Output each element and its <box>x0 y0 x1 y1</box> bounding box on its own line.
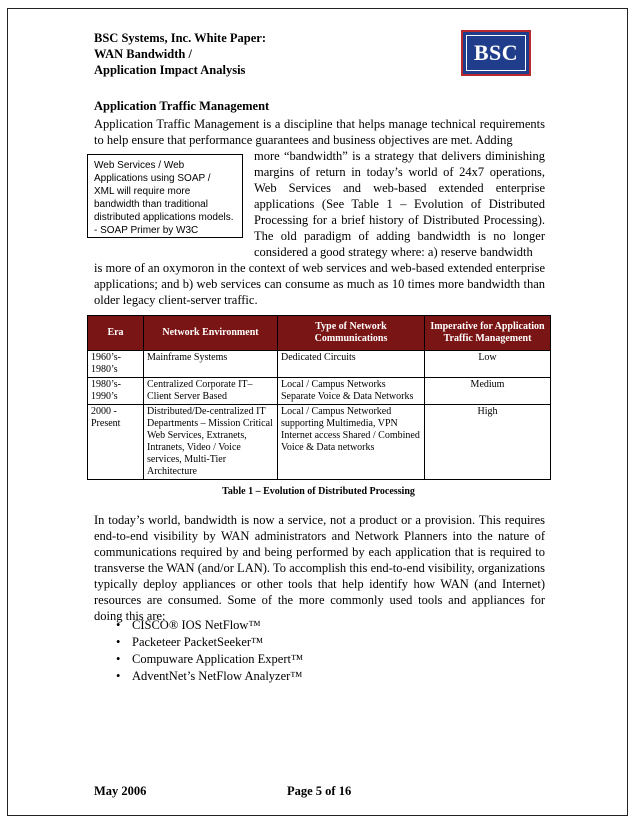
list-item: • AdventNet’s NetFlow Analyzer™ <box>94 668 303 685</box>
section-title: Application Traffic Management <box>94 99 270 113</box>
cell-imperative: High <box>425 405 551 480</box>
cell-environment: Centralized Corporate IT– Client Server Based <box>144 378 278 405</box>
header-line-1: BSC Systems, Inc. White Paper: <box>94 31 266 45</box>
cell-communications: Dedicated Circuits <box>278 351 425 378</box>
footer-page-number: Page 5 of 16 <box>287 784 352 798</box>
paragraph-bandwidth-continued: is more of an oxymoron in the context of web services and web-based extended enterprise applications; and b) web services can consume as much as 10 times more bandwidth than older legacy client-server traffic. <box>94 261 545 307</box>
paragraph-intro: Application Traffic Management is a discipline that helps manage technical requirements to help ensure that performance guarantees and business objectives are met. Adding <box>94 117 545 147</box>
sidebar-quote-box: Web Services / Web Applications using SOAP / XML will require more bandwidth than traditional distributed applications models. - SOAP Primer by W3C <box>87 154 243 238</box>
table-row <box>88 351 551 378</box>
cell-environment: Distributed/De-centralized IT Departments – Mission Critical Web Services, Extranets, Intranets, Video / Voice services, Multi-Tier Architecture <box>144 405 278 480</box>
cell-environment: Mainframe Systems <box>144 351 278 378</box>
header-network-environment: Network Environment <box>144 316 278 351</box>
paragraph-visibility: In today’s world, bandwidth is now a service, not a product or a provision. This requires end-to-end visibility by WAN administrators and Network Planners into the nature of communications required by and being performed by each application that is required to transverse the WAN (and/or LAN). To accomplish this end-to-end visibility, organizations typically deploy appliances or other tools that help identify how WAN (and Internet) resources are consumed. Some of the more commonly used tools and appliances for doing this are: <box>94 513 545 623</box>
bsc-logo-text: BSC <box>466 35 526 71</box>
table-row <box>88 378 551 405</box>
cell-imperative: Medium <box>425 378 551 405</box>
tools-list <box>94 617 303 685</box>
paragraph-bandwidth: more “bandwidth” is a strategy that delivers diminishing margins of return in today’s world of 24x7 operations, Web Services and web-based extended enterprise applications (See Table 1 – Evolution of Distributed Processing for a brief history of Distributed Processing). The old paradigm of adding bandwidth is no longer considered a good strategy where: a) reserve bandwidth <box>254 149 545 259</box>
header-line-3: Application Impact Analysis <box>94 63 246 77</box>
header-era: Era <box>88 316 144 351</box>
footer-date: May 2006 <box>94 784 147 798</box>
table-row <box>88 405 551 480</box>
cell-imperative: Low <box>425 351 551 378</box>
header-network-communications: Type of Network Communications <box>278 316 425 351</box>
table-caption: Table 1 – Evolution of Distributed Processing <box>222 486 415 497</box>
bsc-logo <box>461 30 531 76</box>
table-header-row <box>88 316 551 351</box>
cell-era: 1960’s-1980’s <box>88 351 144 378</box>
list-item: • Compuware Application Expert™ <box>94 651 303 668</box>
list-item: • CISCO® IOS NetFlow™ <box>94 617 303 634</box>
list-item: • Packeteer PacketSeeker™ <box>94 634 303 651</box>
cell-era: 2000 - Present <box>88 405 144 480</box>
header-imperative: Imperative for Application Traffic Management <box>425 316 551 351</box>
cell-era: 1980’s-1990’s <box>88 378 144 405</box>
document-header <box>94 30 266 78</box>
cell-communications: Local / Campus Networked supporting Multimedia, VPN Internet access Shared / Combined Voice & Data networks <box>278 405 425 480</box>
cell-communications: Local / Campus Networks Separate Voice & Data Networks <box>278 378 425 405</box>
evolution-table <box>87 315 551 480</box>
header-line-2: WAN Bandwidth / <box>94 47 192 61</box>
